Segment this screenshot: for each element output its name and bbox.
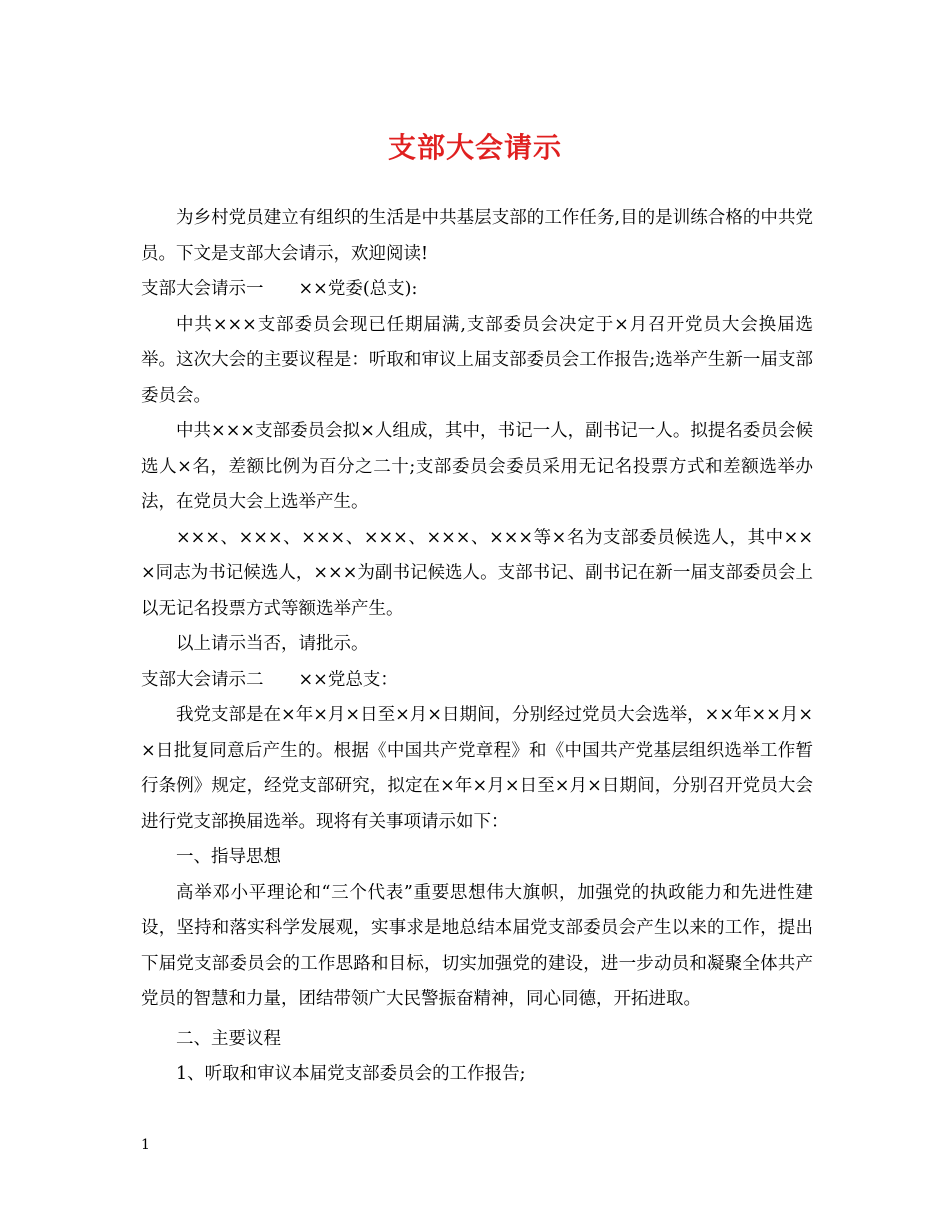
section-heading-request-two: 支部大会请示二 ××党总支： (141, 669, 398, 690)
agenda-item: 1、听取和审议本届党支部委员会的工作报告; (176, 1064, 526, 1084)
intro-paragraph: 为乡村党员建立有组织的生活是中共基层支部的工作任务,目的是训练合格的中共党员。下文是支部大会请示，欢迎阅读! (141, 208, 813, 264)
body-paragraph: ×××、×××、×××、×××、×××、×××等×名为支部委员候选人，其中×××同志为书记候选人，×××为副书记候选人。支部书记、副书记在新一届支部委员会上以无记名投票方式等额选举产生。 (141, 527, 813, 619)
body-paragraph: 高举邓小平理论和“三个代表”重要思想伟大旗帜，加强党的执政能力和先进性建设，坚持和落实科学发展观，实事求是地总结本届党支部委员会产生以来的工作，提出下届党支部委员会的工作思路和目标，切实加强党的建设，进一步动员和凝聚全体共产党员的智慧和力量，团结带领广大民警振奋精神，同心同德，开拓进取。 (141, 882, 813, 1009)
closing-line: 以上请示当否，请批示。 (176, 634, 369, 654)
body-paragraph: 中共×××支部委员会现已任期届满,支部委员会决定于×月召开党员大会换届选举。这次大会的主要议程是：听取和审议上届支部委员会工作报告;选举产生新一届支部委员会。 (141, 314, 813, 406)
section-heading-request-one: 支部大会请示一 ××党委(总支): (141, 279, 418, 299)
subheading-main-agenda: 二、主要议程 (176, 1028, 281, 1049)
document-title: 支部大会请示 (387, 131, 562, 164)
document-body (141, 201, 813, 1093)
body-paragraph: 我党支部是在×年×月×日至×月×日期间，分别经过党员大会选举，××年××月××日批复同意后产生的。根据《中国共产党章程》和《中国共产党基层组织选举工作暂行条例》规定，经党支部研究，拟定在×年×月×日至×月×日期间，分别召开党员大会进行党支部换届选举。现将有关事项请示如下： (141, 705, 813, 832)
body-paragraph: 中共×××支部委员会拟×人组成，其中，书记一人，副书记一人。拟提名委员会候选人×名，差额比例为百分之二十;支部委员会委员采用无记名投票方式和差额选举办法，在党员大会上选举产生。 (141, 421, 813, 512)
subheading-guiding-thought: 一、指导思想 (176, 847, 281, 867)
page-number: 1 (141, 1137, 150, 1153)
